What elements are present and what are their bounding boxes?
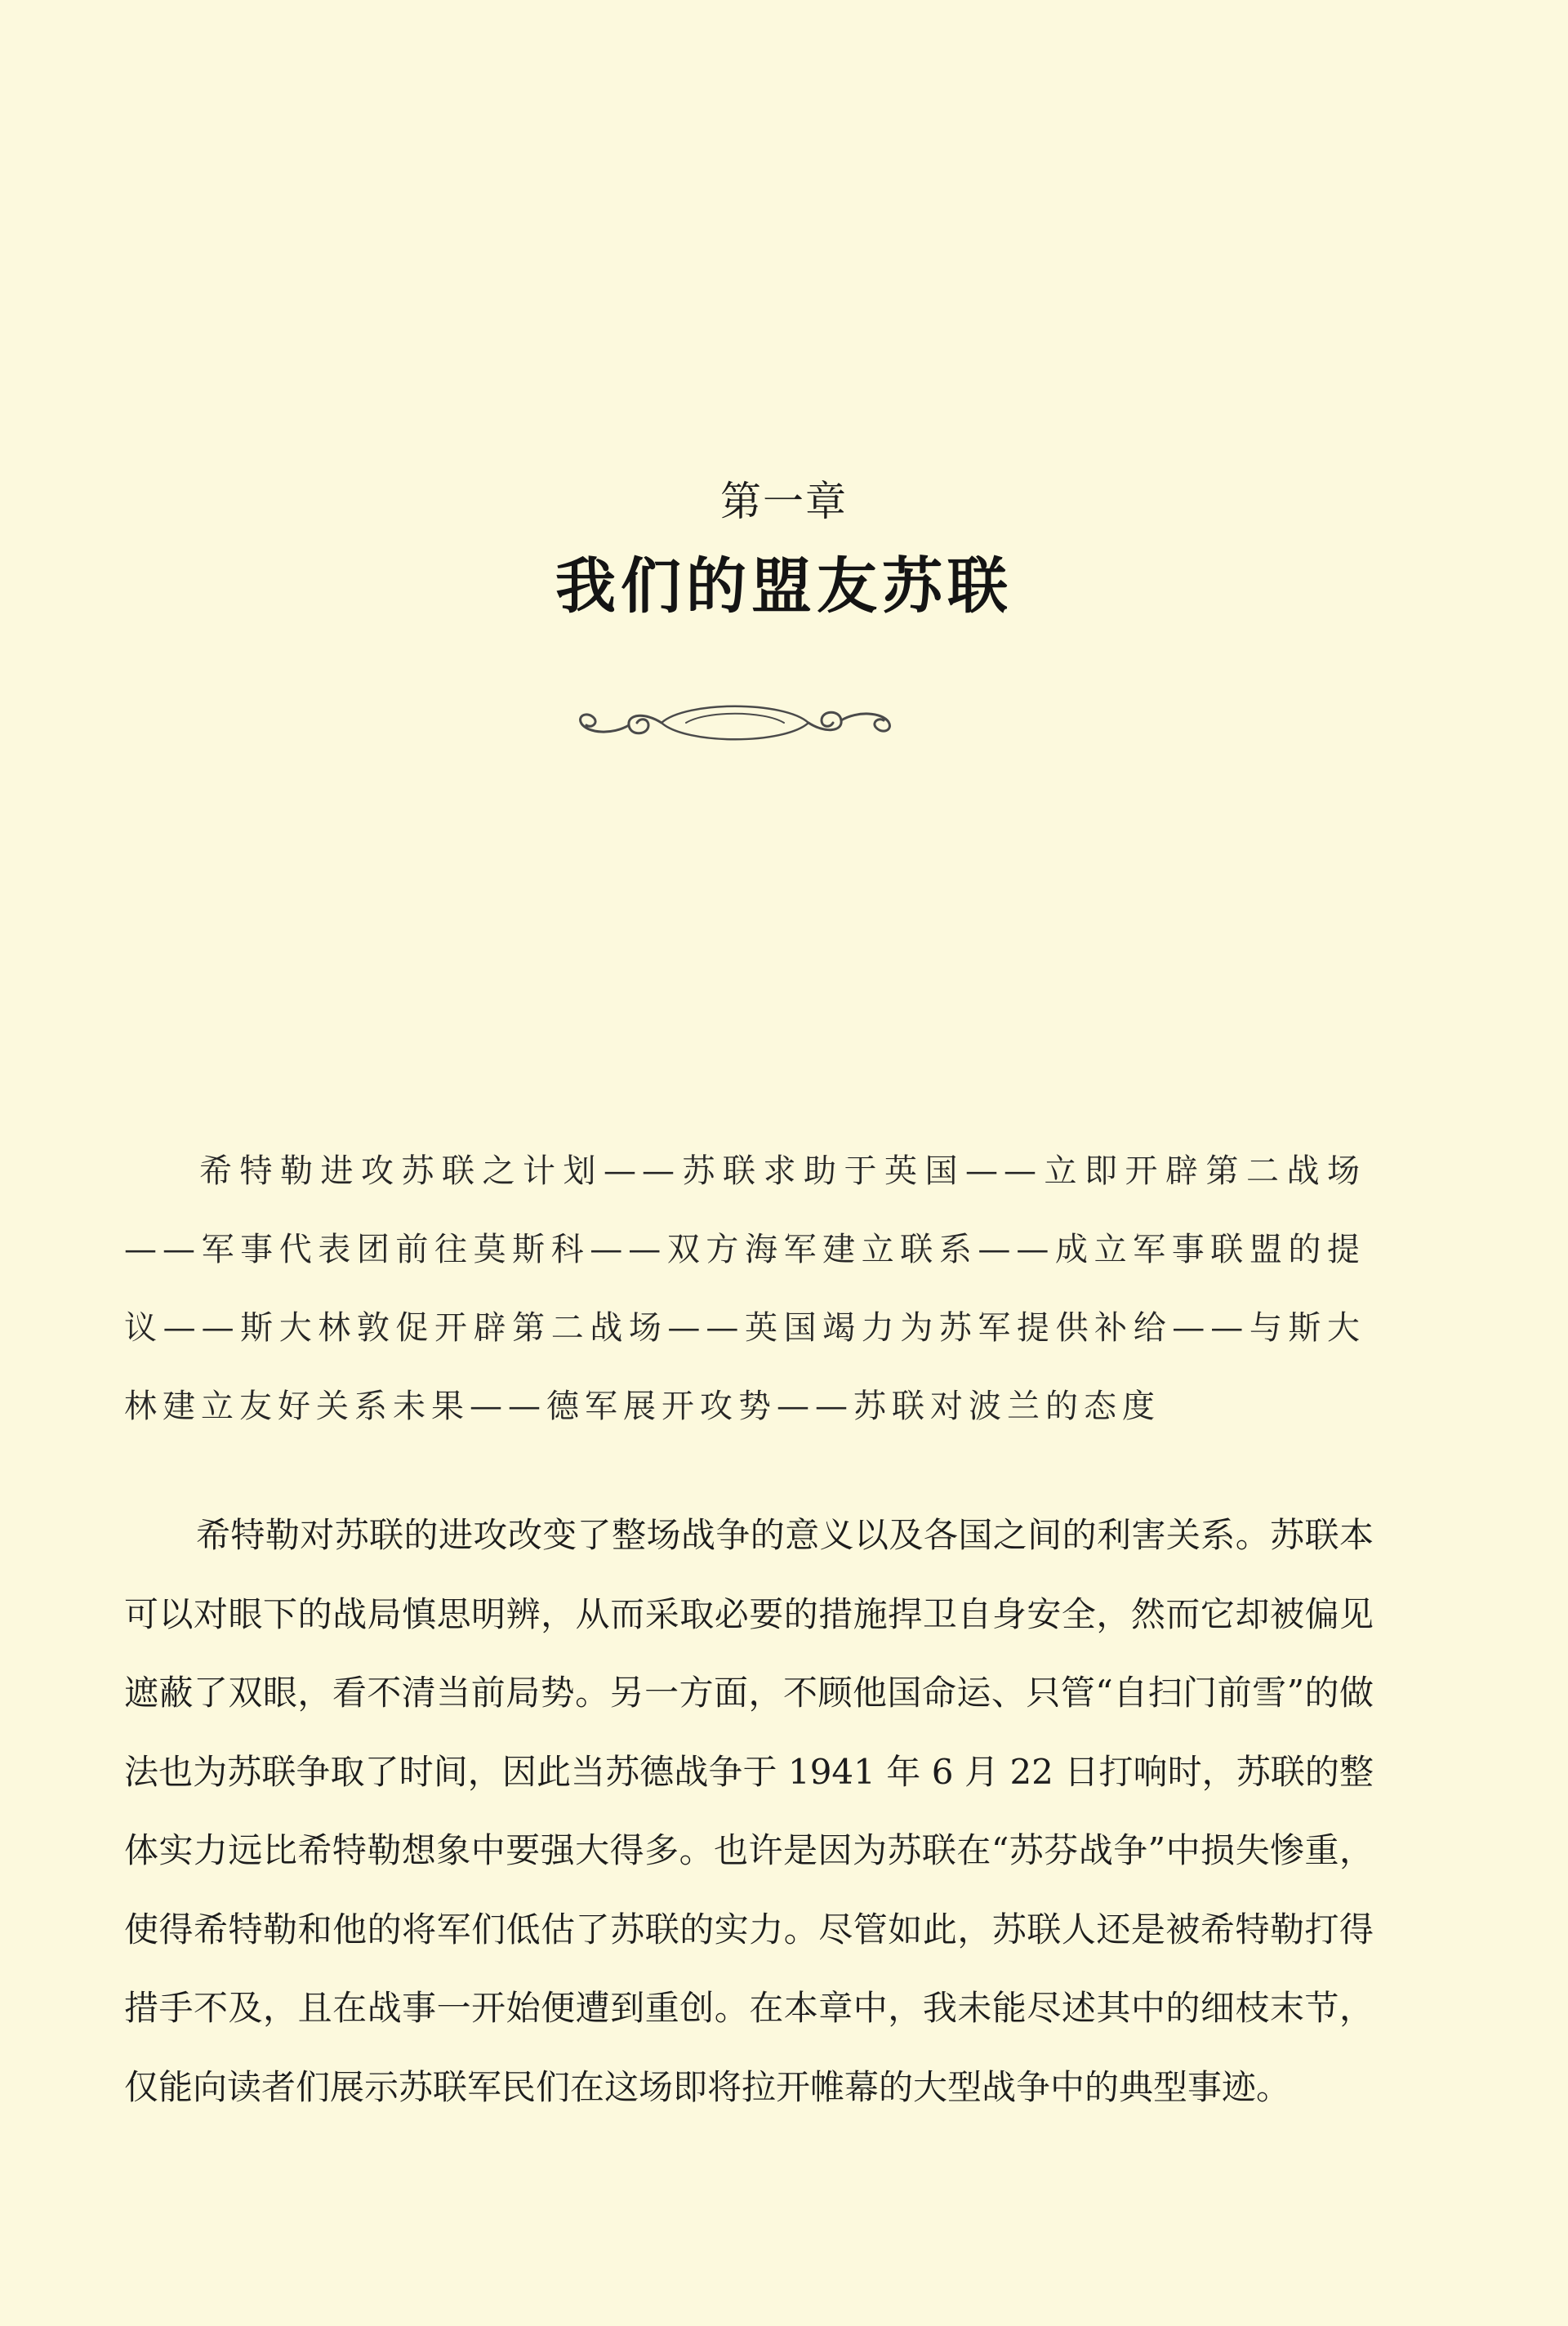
flourish-divider-icon xyxy=(564,696,906,750)
body-paragraph: 希特勒对苏联的进攻改变了整场战争的意义以及各国之间的利害关系。苏联本可以对眼下的战局慎思明辨，从而采取必要的措施捍卫自身安全，然而它却被偏见遮蔽了双眼，看不清当前局势。另一方面，不顾他国命运、只管“自扫门前雪”的做法也为苏联争取了时间，因此当苏德战争于 1941 年 6 月 22 日打响时，苏联的整体实力远比希特勒想象中要强大得多。也许是因为苏联在“苏芬战争”中损失惨重，使得希特勒和他的将军们低估了苏联的实力。尽管如此，苏联人还是被希特勒打得措手不及，且在战事一开始便遭到重创。在本章中，我未能尽述其中的细枝末节，仅能向读者们展示苏联军民们在这场即将拉开帷幕的大型战争中的典型事迹。 xyxy=(124,1515,1374,2107)
chapter-summary: 希特勒进攻苏联之计划——苏联求助于英国——立即开辟第二战场——军事代表团前往莫斯科——双方海军建立联系——成立军事联盟的提议——斯大林敦促开辟第二战场——英国竭力为苏军提供补给——与斯大林建立友好关系未果——德军展开攻势——苏联对波兰的态度 xyxy=(124,1152,1365,1425)
chapter-number: 第一章 xyxy=(720,478,848,525)
chapter-title: 我们的盟友苏联 xyxy=(555,551,1013,622)
